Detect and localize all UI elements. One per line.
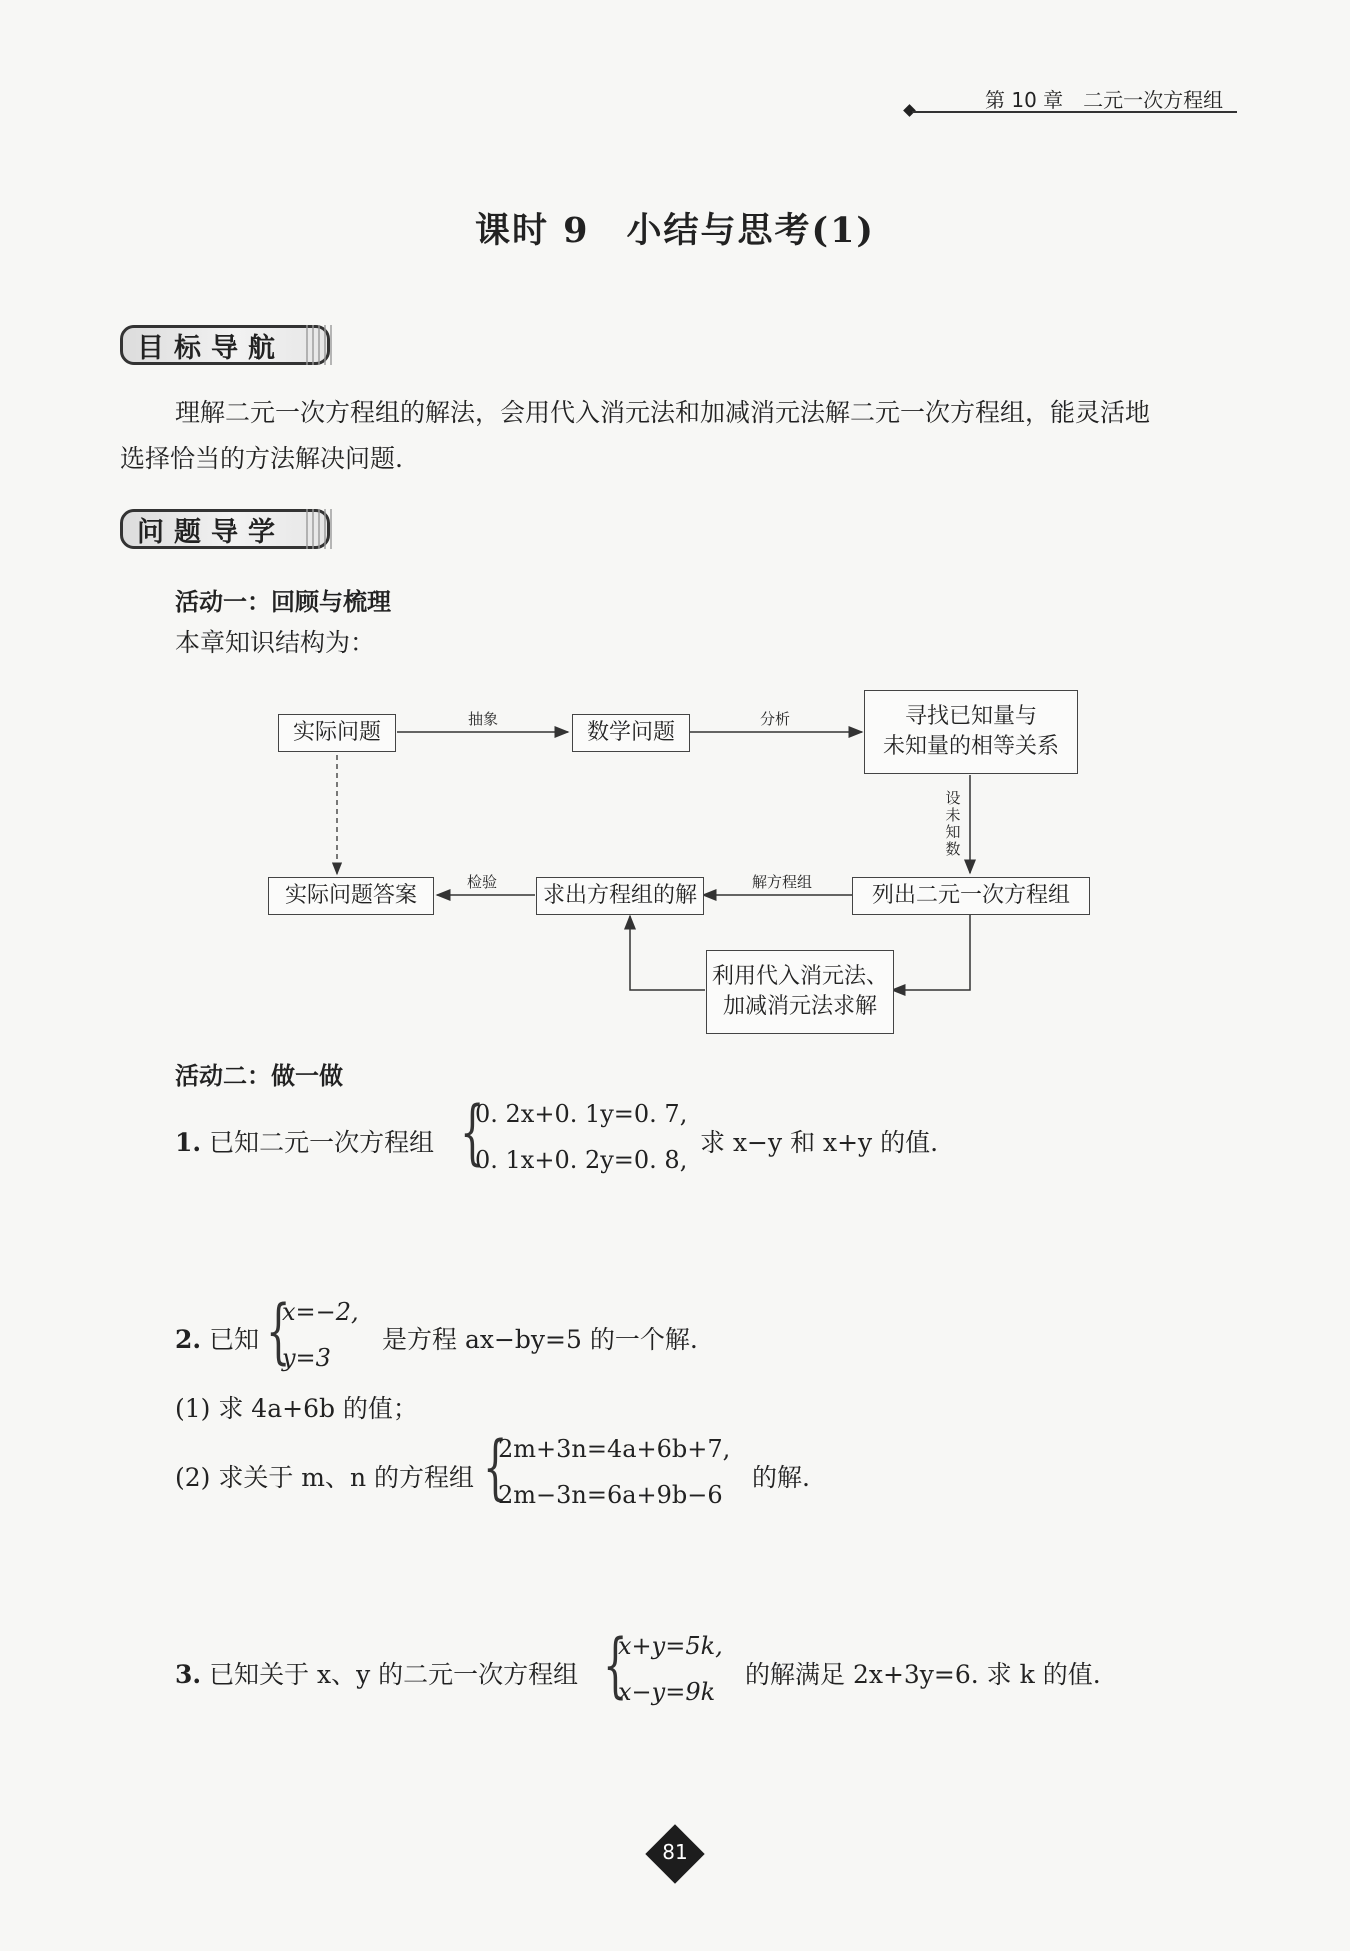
question-3-suffix: 的解满足 2x+3y=6. 求 k 的值.: [745, 1660, 1101, 1689]
question-2-stem: [175, 1320, 259, 1356]
activity1-intro: 本章知识结构为：: [175, 628, 376, 657]
question-3-number: 3.: [175, 1660, 202, 1689]
question-2-eq2: y=3: [282, 1344, 331, 1372]
question-2-part2-eq2: 2m−3n=6a+9b−6: [498, 1481, 723, 1509]
flow-label-set-unknowns-char4: 数: [945, 840, 961, 858]
flow-box-math-problem: 数学问题: [572, 714, 690, 752]
flow-box-method-line1: 利用代入消元法、: [711, 964, 888, 989]
page-title: 课时 9 小结与思考(1): [474, 210, 875, 251]
problems-badge-stripes: [306, 509, 332, 549]
question-2-part2-brace: {: [483, 1426, 508, 1508]
activity1-title: 活动一：回顾与梳理: [175, 588, 391, 616]
flow-label-set-unknowns-char1: 设: [945, 789, 961, 807]
goals-badge-label: 目标导航: [137, 332, 285, 364]
page-number: 81: [662, 1840, 688, 1864]
flow-box-method-line2: 加减消元法求解: [722, 994, 877, 1019]
question-1-brace: {: [460, 1091, 485, 1173]
knowledge-flowchart: [260, 680, 1100, 1040]
activity2-title: 活动二：做一做: [175, 1062, 343, 1090]
flow-box-method: [706, 950, 894, 1034]
flow-label-set-unknowns-char3: 知: [945, 823, 961, 841]
question-1-stem: [175, 1123, 434, 1159]
goals-badge: [120, 325, 330, 365]
chapter-header: 第 10 章 二元一次方程组: [985, 88, 1224, 112]
question-1-number: 1.: [175, 1128, 202, 1157]
goals-badge-stripes: [306, 325, 332, 365]
flow-box-solution: 求出方程组的解: [536, 877, 704, 915]
question-2-prefix: 已知: [209, 1325, 260, 1354]
question-3-prefix: 已知关于 x、y 的二元一次方程组: [209, 1660, 579, 1689]
arrow-system-to-method: [892, 912, 970, 990]
flow-label-solve-system: 解方程组: [752, 873, 813, 891]
flow-label-check: 检验: [467, 873, 498, 891]
question-2-number: 2.: [175, 1325, 202, 1354]
flow-box-write-system: 列出二元一次方程组: [852, 877, 1090, 915]
question-1-eq1: 0. 2x+0. 1y=0. 7,: [475, 1100, 688, 1128]
flow-label-set-unknowns-char2: 未: [945, 806, 961, 824]
question-2-part2-eq1: 2m+3n=4a+6b+7,: [498, 1435, 731, 1463]
flow-label-set-unknowns: [945, 790, 961, 858]
question-2-eq1: x=−2,: [282, 1298, 359, 1326]
flow-box-real-problem: 实际问题: [278, 714, 396, 752]
question-1-prefix: 已知二元一次方程组: [209, 1128, 435, 1157]
flow-box-find-line1: 寻找已知量与: [904, 704, 1037, 729]
flow-box-find-line2: 未知量的相等关系: [882, 734, 1059, 759]
question-2-suffix: 是方程 ax−by=5 的一个解.: [382, 1325, 698, 1354]
question-1-suffix: 求 x−y 和 x+y 的值.: [700, 1128, 939, 1157]
question-3-brace: {: [603, 1624, 628, 1706]
question-3-stem: [175, 1655, 578, 1691]
goals-text-line1: 理解二元一次方程组的解法，会用代入消元法和加减消元法解二元一次方程组，能灵活地: [175, 398, 1151, 427]
question-2-part2-prefix: (2) 求关于 m、n 的方程组: [175, 1463, 475, 1492]
flow-label-analyze: 分析: [760, 710, 791, 728]
question-2-part1: (1) 求 4a+6b 的值；: [175, 1394, 418, 1423]
flow-box-answer: 实际问题答案: [268, 877, 434, 915]
question-2-brace: {: [266, 1290, 291, 1372]
goals-text-line2: 选择恰当的方法解决问题.: [120, 444, 403, 473]
flow-label-abstract: 抽象: [468, 710, 499, 728]
flow-box-find-relation: [864, 690, 1078, 774]
problems-badge: [120, 509, 330, 549]
question-3-eq2: x−y=9k: [618, 1678, 716, 1706]
arrow-method-to-solution: [630, 916, 705, 990]
question-3-eq1: x+y=5k,: [618, 1632, 723, 1660]
question-1-eq2: 0. 1x+0. 2y=0. 8,: [475, 1146, 688, 1174]
question-2-part2-suffix: 的解.: [752, 1463, 810, 1492]
problems-badge-label: 问题导学: [137, 516, 285, 548]
